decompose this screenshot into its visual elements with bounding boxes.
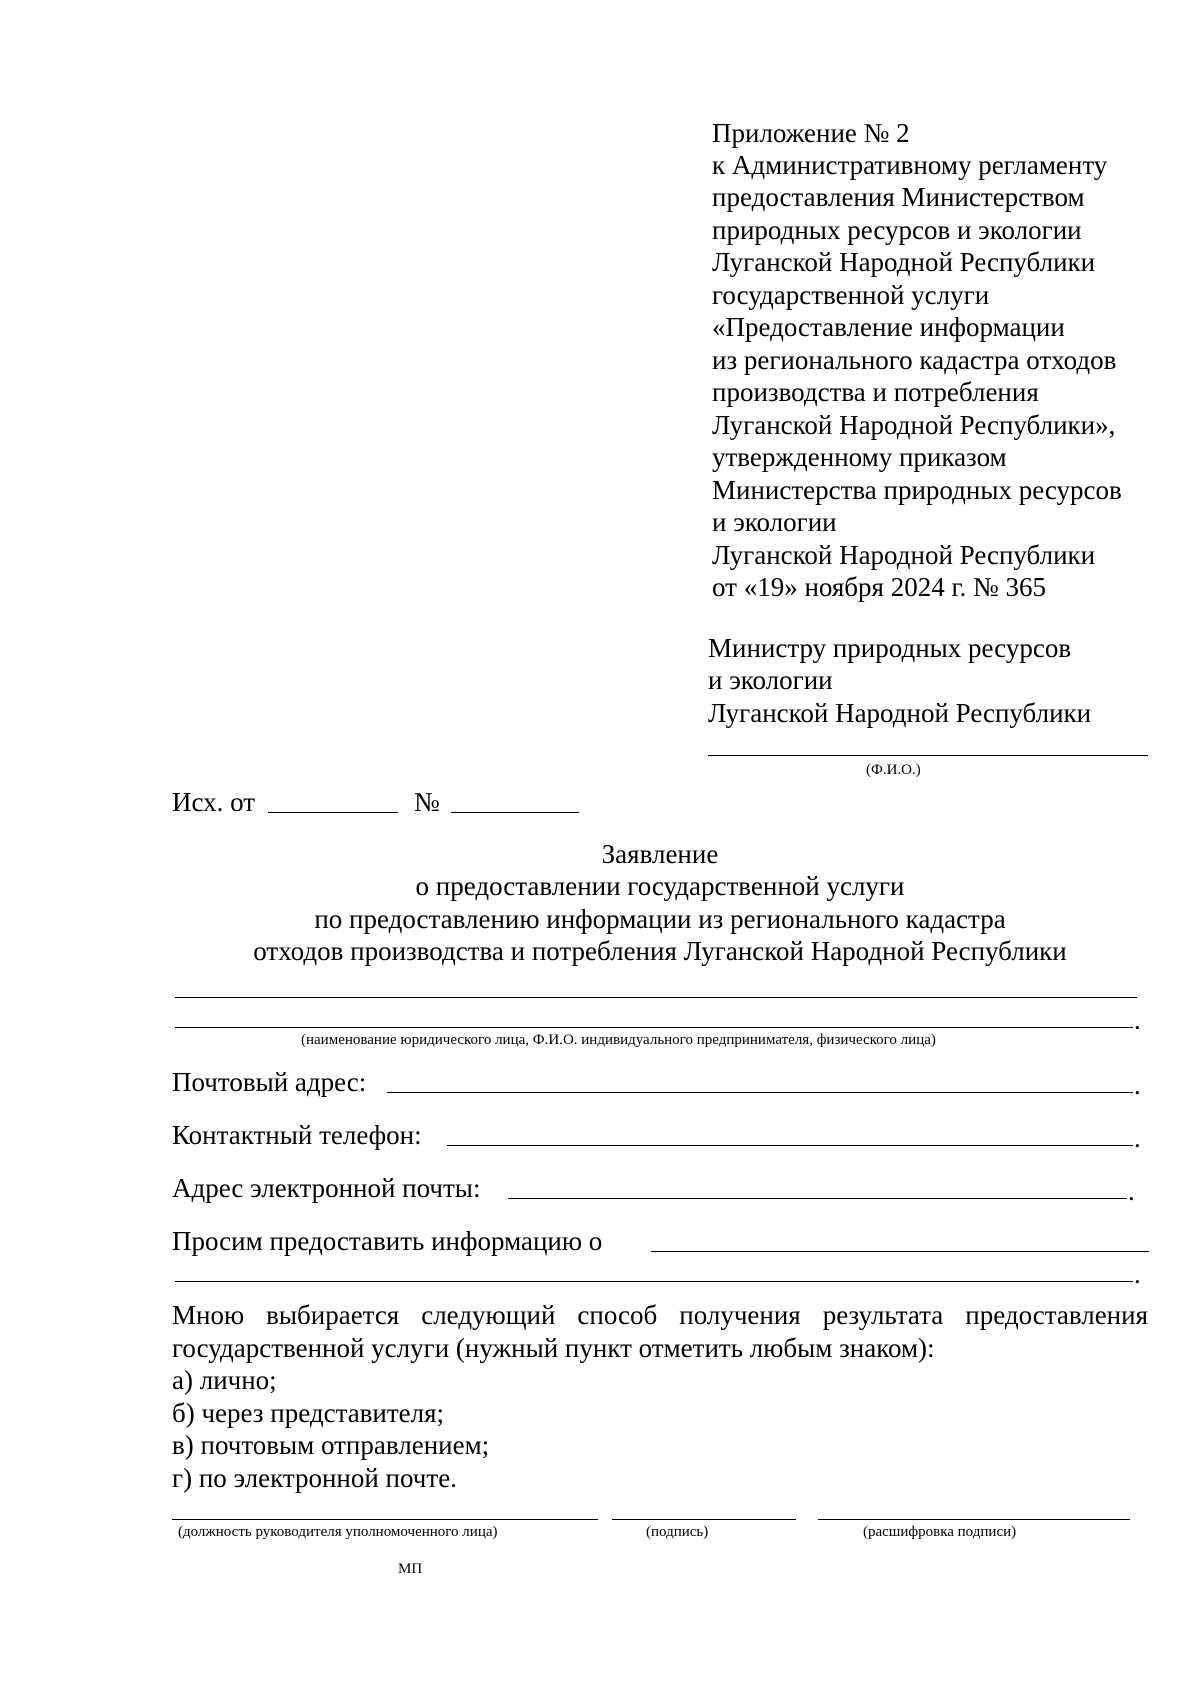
phone-field[interactable] bbox=[447, 1145, 1133, 1146]
period-mark: . bbox=[1134, 1070, 1141, 1100]
outgoing-date-line[interactable] bbox=[268, 812, 398, 813]
period-mark: . bbox=[1134, 1123, 1141, 1153]
method-option-post[interactable]: в) почтовым отправлением; bbox=[172, 1430, 490, 1460]
appendix-line: из регионального кадастра отходов bbox=[712, 345, 1117, 375]
method-intro: Мною выбирается следующий способ получения результата предоставления bbox=[172, 1300, 1148, 1330]
appendix-line: Луганской Народной Республики bbox=[712, 540, 1096, 570]
fio-line[interactable] bbox=[708, 755, 1148, 756]
title-line: Заявление bbox=[601, 839, 719, 869]
email-field[interactable] bbox=[508, 1198, 1127, 1199]
applicant-caption: (наименование юридического лица, Ф.И.О. индивидуального предпринимателя, физического лица) bbox=[301, 1032, 936, 1048]
title-line: по предоставлению информации из регионального кадастра bbox=[314, 904, 1006, 934]
appendix-line: Луганской Народной Республики bbox=[712, 247, 1096, 277]
signature-line[interactable] bbox=[612, 1519, 796, 1520]
appendix-line: «Предоставление информации bbox=[712, 312, 1065, 342]
postal-address-label: Почтовый адрес: bbox=[172, 1067, 367, 1097]
decoding-line[interactable] bbox=[818, 1519, 1130, 1520]
title-line: о предоставлении государственной услуги bbox=[415, 871, 905, 901]
phone-label: Контактный телефон: bbox=[172, 1120, 422, 1150]
fio-caption: (Ф.И.О.) bbox=[866, 762, 921, 778]
appendix-line: производства и потребления bbox=[712, 377, 1039, 407]
outgoing-number-line[interactable] bbox=[451, 812, 579, 813]
period-mark: . bbox=[1134, 1005, 1141, 1035]
appendix-line: от «19» ноября 2024 г. № 365 bbox=[712, 572, 1046, 602]
appendix-line: Приложение № 2 bbox=[712, 118, 910, 148]
title-line: отходов производства и потребления Луганской Народной Республики bbox=[253, 936, 1067, 966]
addressee-line: Луганской Народной Республики bbox=[708, 698, 1092, 728]
appendix-line: государственной услуги bbox=[712, 280, 990, 310]
appendix-line: и экологии bbox=[712, 507, 837, 537]
decoding-caption: (расшифровка подписи) bbox=[863, 1524, 1017, 1540]
appendix-line: к Административному регламенту bbox=[712, 150, 1108, 180]
method-intro-cont: государственной услуги (нужный пункт отметить любым знаком): bbox=[172, 1333, 935, 1363]
appendix-line: природных ресурсов и экологии bbox=[712, 215, 1082, 245]
appendix-line: Луганской Народной Республики», bbox=[712, 410, 1116, 440]
appendix-line: утвержденному приказом bbox=[712, 442, 1007, 472]
position-line[interactable] bbox=[172, 1519, 598, 1520]
appendix-line: Министерства природных ресурсов bbox=[712, 475, 1122, 505]
postal-address-field[interactable] bbox=[387, 1092, 1133, 1093]
stamp-label: МП bbox=[398, 1561, 423, 1577]
period-mark: . bbox=[1134, 1259, 1141, 1289]
email-label: Адрес электронной почты: bbox=[172, 1173, 481, 1203]
applicant-line[interactable] bbox=[175, 1027, 1133, 1028]
request-field-continuation[interactable] bbox=[175, 1281, 1133, 1282]
applicant-line[interactable] bbox=[175, 997, 1137, 998]
outgoing-number-label: № bbox=[414, 787, 440, 817]
method-option-personal[interactable]: а) лично; bbox=[172, 1365, 277, 1395]
period-mark: . bbox=[1128, 1176, 1135, 1206]
addressee-line: и экологии bbox=[708, 665, 833, 695]
request-field[interactable] bbox=[651, 1251, 1149, 1252]
signature-caption: (подпись) bbox=[646, 1524, 709, 1540]
position-caption: (должность руководителя уполномоченного лица) bbox=[178, 1524, 498, 1540]
method-option-email[interactable]: г) по электронной почте. bbox=[172, 1463, 457, 1493]
request-label: Просим предоставить информацию о bbox=[172, 1226, 603, 1256]
appendix-line: предоставления Министерством bbox=[712, 182, 1085, 212]
method-option-representative[interactable]: б) через представителя; bbox=[172, 1398, 445, 1428]
addressee-line: Министру природных ресурсов bbox=[708, 633, 1072, 663]
outgoing-from-label: Исх. от bbox=[172, 787, 256, 817]
